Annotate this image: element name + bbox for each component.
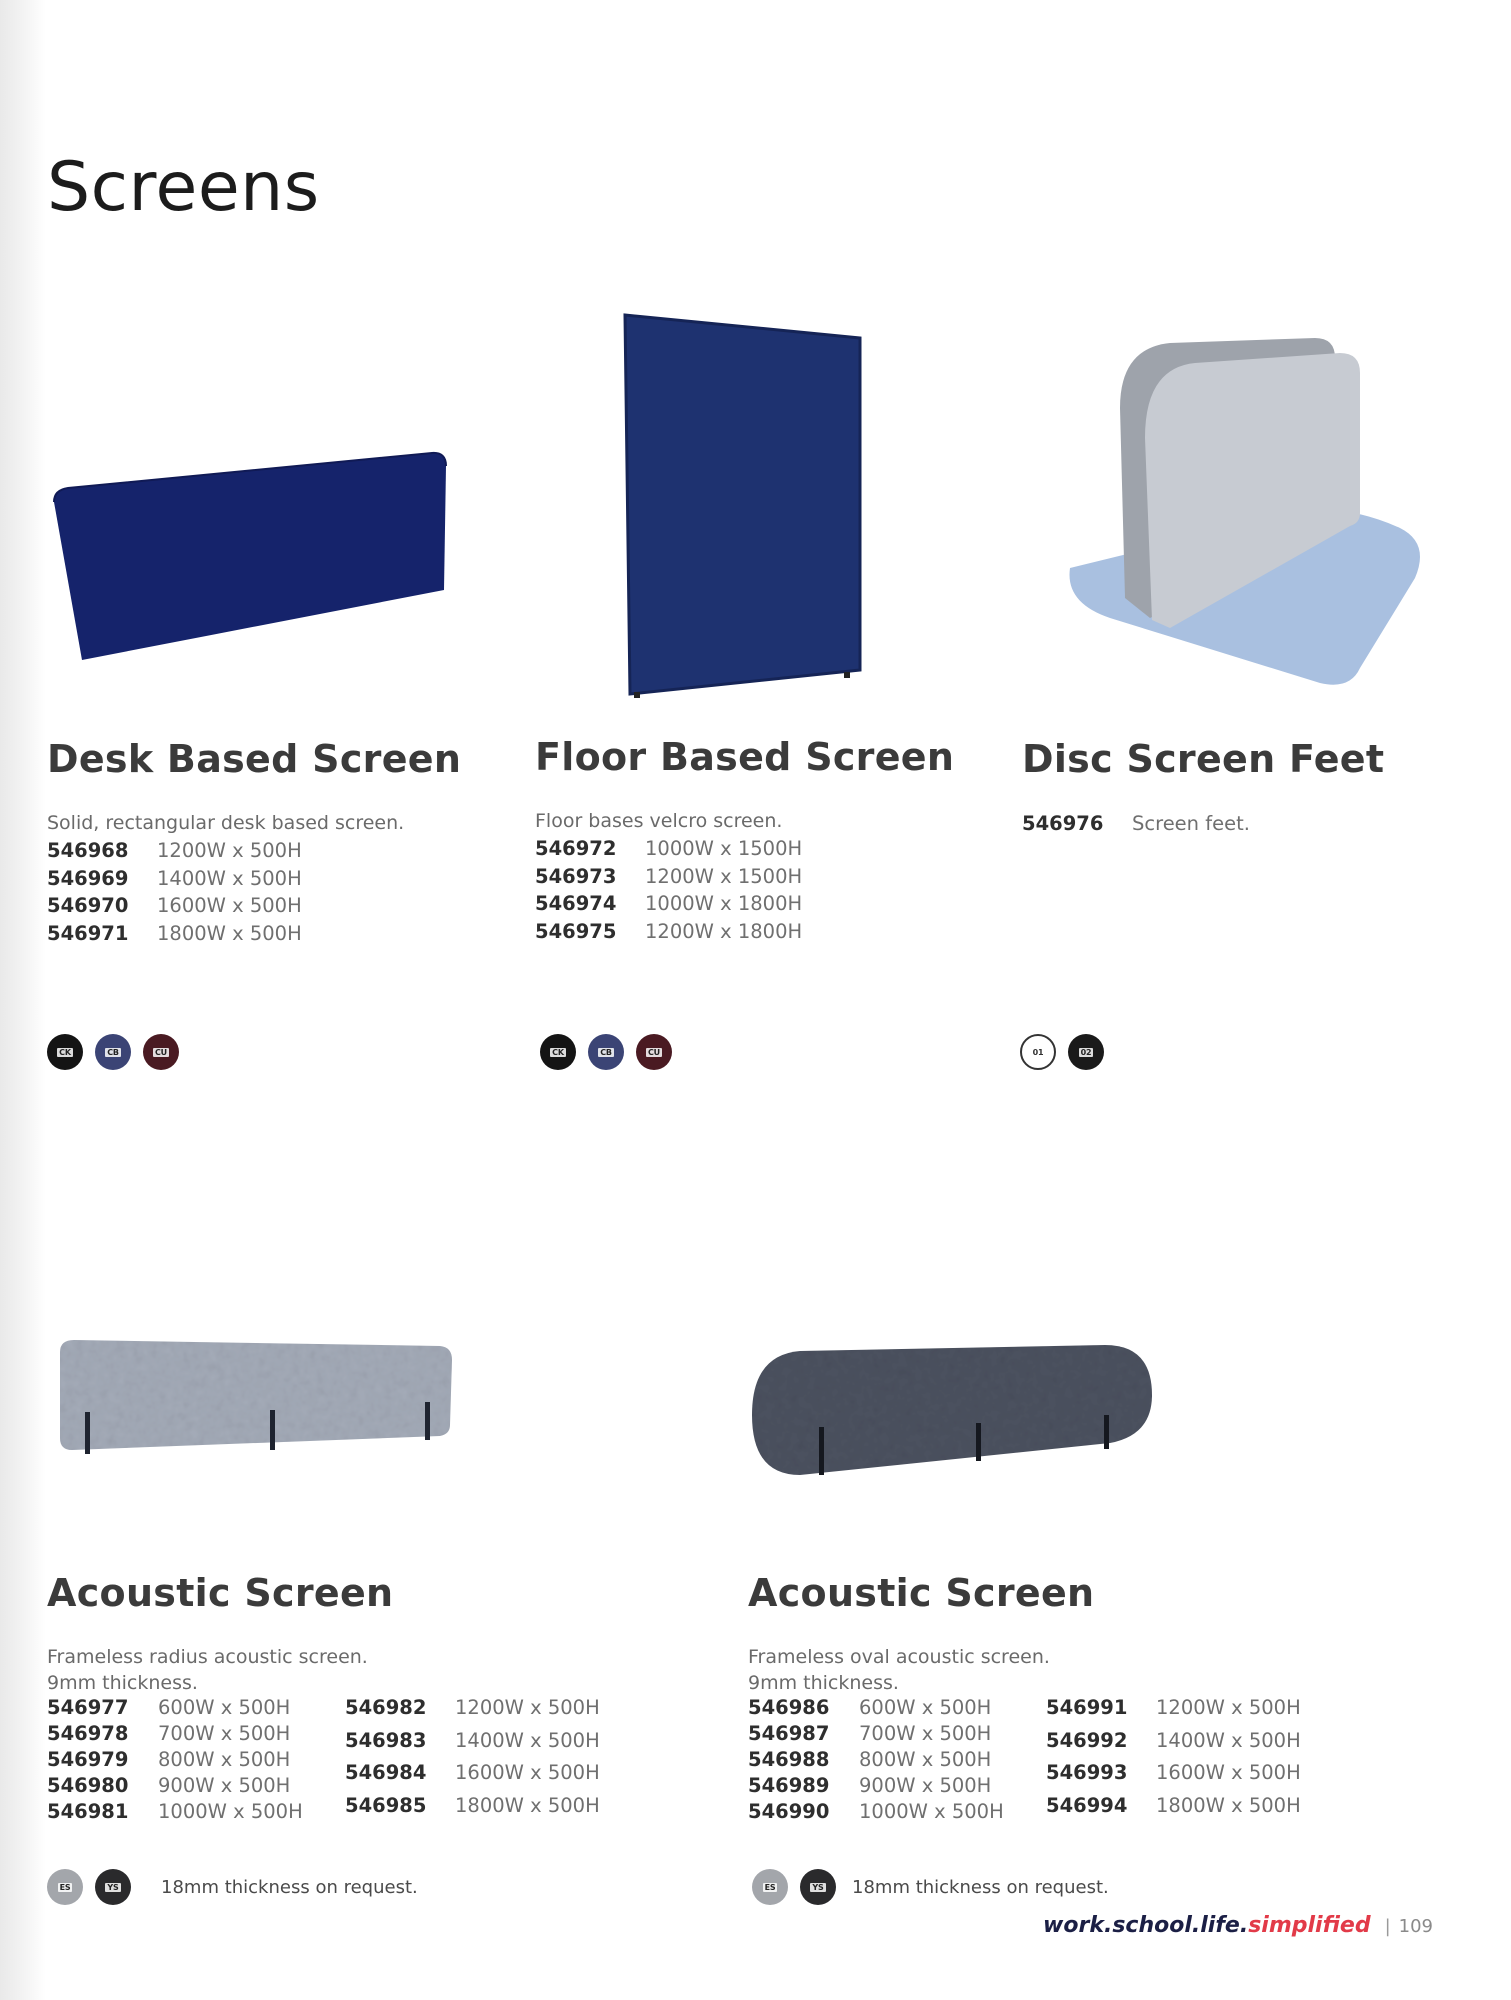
product-code-list [535,835,954,945]
product-row [1046,1760,1301,1793]
product-code: 546982 [345,1696,427,1719]
product-size: 900W x 500H [158,1774,291,1797]
product-code: 546973 [535,864,617,888]
product-row [1046,1793,1301,1826]
product-size: 1400W x 500H [455,1728,600,1752]
product-row [535,918,954,946]
product-size: 700W x 500H [859,1722,992,1745]
product-size: 1200W x 500H [1156,1696,1301,1719]
swatch-cb[interactable]: CB [588,1034,624,1070]
product-code: 546994 [1046,1793,1128,1817]
product-row [1046,1728,1301,1761]
product-row [47,865,461,893]
product-thickness: 9mm thickness. [748,1672,899,1694]
product-code: 546975 [535,919,617,943]
product-code: 546972 [535,837,617,860]
product-size: 900W x 500H [859,1774,992,1797]
desk-based-screen-section [47,737,462,947]
product-row [535,835,954,863]
product-code: 546981 [47,1800,129,1823]
product-code-column [345,1695,600,1825]
swatch-ck[interactable]: CK [540,1034,576,1070]
swatch-cb[interactable]: CB [95,1034,131,1070]
product-row [748,1695,1046,1721]
product-size: 1800W x 500H [455,1793,600,1817]
brand-tagline: work.school.life. [1043,1913,1249,1938]
page-number: 109 [1398,1916,1433,1937]
product-code: 546987 [748,1722,830,1745]
product-row [47,1721,345,1747]
floor-based-screen-section [535,735,955,945]
product-code: 546983 [345,1728,427,1752]
product-size: 1000W x 1500H [645,837,803,860]
page-footer [1043,1913,1433,1938]
floor-based-screen-image [620,310,870,700]
disc-screen-feet-section [1022,737,1385,838]
swatch-es[interactable]: ES [752,1869,788,1905]
oval-acoustic-screen-section [748,1571,1301,1825]
product-size: 1200W x 1500H [645,864,803,888]
product-thickness: 9mm thickness. [47,1672,198,1694]
product-row [345,1728,600,1761]
product-size: 1600W x 500H [455,1761,600,1784]
product-row [748,1773,1046,1799]
product-code: 546986 [748,1696,830,1719]
product-size: 600W x 500H [158,1696,291,1719]
radius-acoustic-screen-image [50,1330,460,1470]
product-code: 546978 [47,1722,129,1745]
product-code: 546985 [345,1793,427,1817]
product-description: Screen feet. [1132,812,1250,835]
finish-swatches [47,1034,191,1070]
finish-swatches [1020,1034,1116,1070]
product-code: 546968 [47,839,129,862]
product-row [345,1695,600,1728]
product-row [47,1773,345,1799]
product-code: 546988 [748,1748,830,1771]
swatch-ys[interactable]: YS [800,1869,836,1905]
product-code: 546993 [1046,1761,1128,1784]
product-size: 1200W x 500H [455,1696,600,1719]
product-code-column [1046,1695,1301,1825]
thickness-note: 18mm thickness on request. [161,1877,418,1898]
swatch-cu[interactable]: CU [143,1034,179,1070]
product-code: 546984 [345,1761,427,1784]
product-row [748,1721,1046,1747]
product-description: Frameless oval acoustic screen. [748,1646,1050,1668]
product-code-column [47,1695,345,1825]
desk-based-screen-image [40,440,460,670]
product-code: 546979 [47,1748,129,1771]
product-row [345,1793,600,1826]
section-title: Acoustic Screen [748,1571,1095,1615]
page-title: Screens [47,147,320,227]
product-code-list [1022,810,1384,838]
product-size: 1200W x 500H [157,839,302,862]
product-size: 600W x 500H [859,1696,992,1719]
product-code-table [47,1695,600,1825]
product-description: Solid, rectangular desk based screen. [47,812,405,834]
product-size: 1800W x 500H [1156,1793,1301,1817]
product-code: 546974 [535,892,617,915]
finish-swatches [540,1034,684,1070]
product-description: Frameless radius acoustic screen. [47,1646,368,1668]
product-size: 1200W x 1800H [645,919,803,943]
product-code: 546976 [1022,812,1104,835]
product-size: 1800W x 500H [157,921,302,945]
product-size: 800W x 500H [158,1748,291,1771]
finish-swatches [752,1869,848,1905]
product-row [748,1747,1046,1773]
product-row [535,863,954,891]
product-row [1046,1695,1301,1728]
product-code-column [748,1695,1046,1825]
section-title: Disc Screen Feet [1022,737,1385,781]
product-size: 1400W x 500H [157,866,302,890]
brand-tagline-accent: simplified [1248,1913,1371,1938]
product-size: 800W x 500H [859,1748,992,1771]
product-row [47,1747,345,1773]
thickness-note: 18mm thickness on request. [852,1877,1109,1898]
product-code: 546992 [1046,1728,1128,1752]
product-row [47,920,461,948]
product-row [535,890,954,918]
section-title: Floor Based Screen [535,735,955,779]
product-row [47,892,461,920]
finish-swatches [47,1869,143,1905]
page-separator: | [1384,1916,1391,1937]
product-code: 546977 [47,1696,129,1719]
product-row [345,1760,600,1793]
oval-acoustic-screen-image [740,1335,1160,1485]
product-size: 1000W x 500H [859,1800,1004,1823]
product-code: 546991 [1046,1696,1128,1719]
product-description: Floor bases velcro screen. [535,810,783,832]
product-size: 1600W x 500H [157,894,302,917]
page-gutter-shade [0,0,46,2000]
swatch-ck[interactable]: CK [47,1034,83,1070]
product-code: 546990 [748,1800,830,1823]
product-size: 1400W x 500H [1156,1728,1301,1752]
product-code: 546969 [47,866,129,890]
product-row [748,1799,1046,1825]
swatch-02[interactable]: 02 [1068,1034,1104,1070]
product-code-table [748,1695,1301,1825]
product-row [47,1799,345,1825]
product-size: 700W x 500H [158,1722,291,1745]
swatch-ys[interactable]: YS [95,1869,131,1905]
product-code: 546970 [47,894,129,917]
swatch-es[interactable]: ES [47,1869,83,1905]
product-size: 1000W x 1800H [645,892,803,915]
section-title: Acoustic Screen [47,1571,394,1615]
product-row [1022,810,1384,838]
product-code-list [47,837,461,947]
product-size: 1600W x 500H [1156,1761,1301,1784]
radius-acoustic-screen-section [47,1571,600,1825]
product-row [47,837,461,865]
section-title: Desk Based Screen [47,737,462,781]
swatch-01[interactable]: 01 [1020,1034,1056,1070]
swatch-cu[interactable]: CU [636,1034,672,1070]
product-code: 546980 [47,1774,129,1797]
product-row [47,1695,345,1721]
product-size: 1000W x 500H [158,1800,303,1823]
product-code: 546971 [47,921,129,945]
product-code: 546989 [748,1774,830,1797]
disc-screen-feet-image [1060,328,1430,698]
